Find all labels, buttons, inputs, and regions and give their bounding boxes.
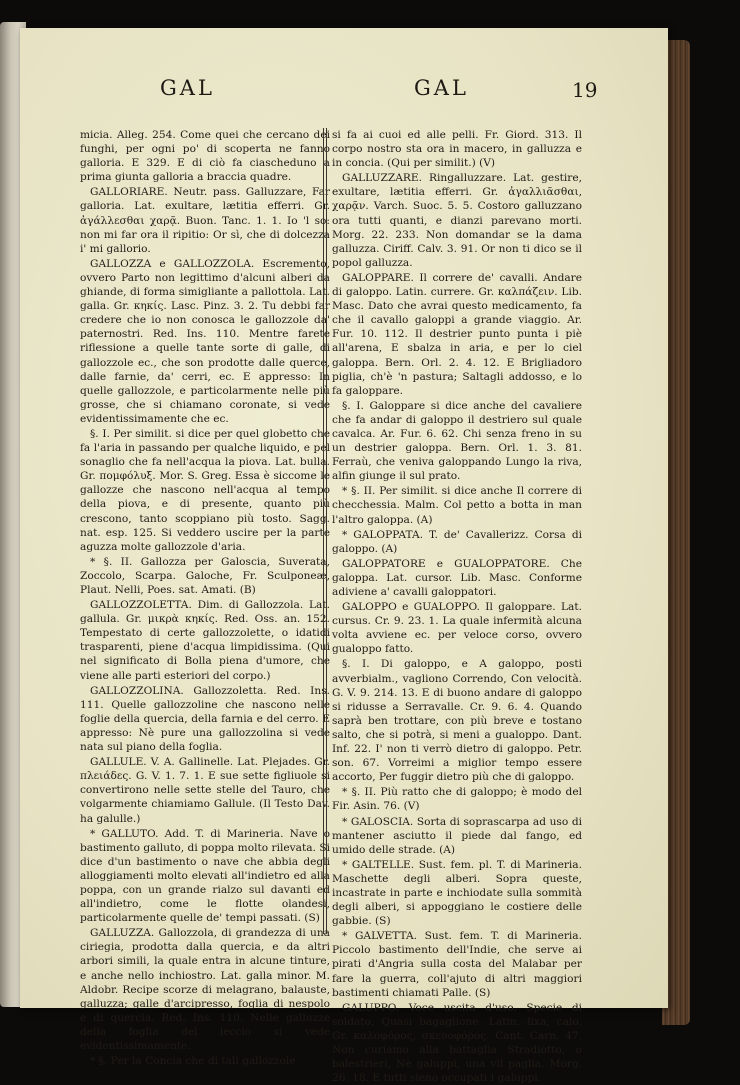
- entry-paragraph: * GALTELLE. Sust. fem. pl. T. di Marineria. Maschette degli alberi. Sopra queste, incastrate in parte e inchiodate sulla sommità degli alberi, si appoggiano le costiere delle gabbie. (S): [332, 858, 582, 928]
- entry-paragraph: GALOPPATORE e GUALOPPATORE. Che galoppa. Lat. cursor. Lib. Masc. Conforme adiviene a' cavalli galoppatori.: [332, 557, 582, 598]
- entry-paragraph: * GALOSCIA. Sorta di soprascarpa ad uso di mantener asciutto il piede dal fango, ed umido delle strade. (A): [332, 815, 582, 856]
- entry-paragraph: GALLUZZARE. Ringalluzzare. Lat. gestire, exultare, lætitia efferri. Gr. ἀγαλλιᾶσθαι, χαρᾷν. Varch. Suoc. 5. 5. Costoro galluzzano ora tutti quanti, e dianzi parevano morti. Morg. 22. 233. Non domandar se la dama galluzza. Ciriff. Calv. 3. 91. Or non ti dico se il popol galluzza.: [332, 172, 582, 269]
- entry-paragraph: * §. Per la Concia che di tali gallozzole: [90, 1055, 296, 1068]
- text-column-right: [332, 128, 582, 1085]
- running-header: [72, 76, 598, 116]
- column-divider: [323, 128, 327, 934]
- entry-paragraph: micia. Alleg. 254. Come quei che cercano dei funghi, per ogni po' di scoperta ne fanno galloria. E 329. E di ciò fa ciascheduno a prima giunta galloria a braccia quadre.: [80, 129, 330, 184]
- entry-paragraph: §. I. Per similit. si dice per quel globetto che fa l'aria in passando per qualche liquido, e pel sonaglio che fa nell'acqua la piova. Lat. bulla. Gr. πομφόλυξ. Mor. S. Greg. Essa è siccome le gallozze che nascono nell'acqua al tempo della piova, e di presente, quanto più crescono, tanto scoppiano più tosto. Sagg. nat. esp. 125. Si veddero uscire per la parte aguzza molte gallozzole d'aria.: [80, 427, 330, 553]
- entry-paragraph: * GALVETTA. Sust. fem. T. di Marineria. Piccolo bastimento dell'Indie, che serve ai pirati d'Angria sulla costa del Malabar per fare la guerra, coll'ajuto di altri maggiori bastimenti chiamati Palle. (S): [332, 930, 582, 999]
- entry-paragraph: §. I. Di galoppo, e A galoppo, posti avverbialm., vagliono Correndo, Con velocità. G. V. 9. 214. 13. E di buono andare di galoppo si ridusse a Serravalle. Cr. 9. 6. 4. Quando saprà ben trottare, con più breve e tostano salto, che si potrà, si meni a gualoppo. Dant. Inf. 22. I' non ti verrò dietro di galoppo. Petr. son. 67. Vorreimi a miglior tempo essere accorto, Per fuggir dietro più che di galoppo.: [332, 658, 582, 784]
- entry-paragraph: * §. II. Più ratto che di galoppo; è modo del Fir. Asin. 76. (V): [332, 786, 582, 813]
- entry-paragraph: GALLOZZOLINA. Gallozzoletta. Red. Ins. 111. Quelle gallozzoline che nascono nelle foglie della quercia, della farnia e del cerro. E appresso: Nè pure una gallozzolina si vede nata sul piano della foglia.: [80, 684, 330, 754]
- entry-paragraph: GALLOZZOLETTA. Dim. di Gallozzola. Lat. gallula. Gr. μικρὰ κηκίς. Red. Oss. an. 152. Tempestato di certe gallozzolette, o idatidi trasparenti, piene d'acqua limpidissima. (Qui nel significato di Bolla piena d'umore, che viene alle parti esteriori del corpo.): [80, 599, 330, 682]
- entry-paragraph: * GALLUTO. Add. T. di Marineria. Nave o bastimento galluto, di poppa molto rilevata. Si dice d'un bastimento o nave che abbia degli alloggiamenti molto elevati all'indietro ed alla poppa, con un grande rialzo sul davanti ed all'indietro, come le flotte olandesi, particolarmente quelle de' tempi passati. (S): [80, 827, 330, 925]
- header-word-right: GAL: [414, 76, 469, 100]
- entry-paragraph: GALUPPO. Voce uscita d'uso. Specie di soldato, Quasi bagaglione. Latin. lixa, calo. Gr. καλοφόρος, σκευοφόρος. Cant. Carn. 47. Non curiamo alla battaglia Stradiotto, o balestrieri, Nè galuppi, una vil paglia. Morg. 26. 18. E tutti sieno occupati i galuppi.: [332, 1001, 582, 1085]
- entry-paragraph: GALOPPARE. Il correre de' cavalli. Andare di galoppo. Latin. currere. Gr. καλπάζειν. Lib. Masc. Dato che avrai questo medicamento, fa che il cavallo galoppi a grande viaggio. Ar. Fur. 10. 112. Il destrier punto punta i piè all'arena, E sbalza in aria, e per lo ciel galoppa. Bern. Orl. 2. 4. 12. E Brigliadoro piglia, ch'è 'n pastura; Saltagli addosso, e lo fa galoppare.: [332, 271, 582, 397]
- entry-paragraph: * §. II. Per similit. si dice anche Il correre di checchessia. Malm. Col petto a botta in man l'altro galoppa. (A): [332, 485, 582, 526]
- page-number: 19: [572, 78, 598, 102]
- entry-paragraph: GALLOZZA e GALLOZZOLA. Escremento, ovvero Parto non legittimo d'alcuni alberi da ghiande, di forma simigliante a pallottola. Lat. galla. Gr. κηκίς. Lasc. Pinz. 3. 2. Tu debbi far credere che io non conosca le gallozzole da' paternostri. Red. Ins. 110. Mentre farete riflessione a quelle tante sorte di galle, di gallozzole ec., che son prodotte dalle querce, dalle farnie, da' cerri, ec. E appresso: In quelle gallozzole, e particolarmente nelle più grosse, che si chiamano coronate, si vede evidentissimamente che ec.: [80, 257, 330, 425]
- entry-paragraph: GALLUZZA. Gallozzola, di grandezza di una ciriegia, prodotta dalla quercia, e da altri arbori simili, la quale entra in alcune tinture, e anche nello inchiostro. Lat. galla minor. M. Aldobr. Recipe scorze di melagrano, balauste, galluzza; galle d'arcipresso, foglia di nespolo e di quercia. Red. Ins. 110. Nelle galluzze della foglia del leccio si vede evidentissimamente.: [80, 927, 330, 1052]
- entry-paragraph: si fa ai cuoi ed alle pelli. Fr. Giord. 313. Il corpo nostro sta ora in macero, in galluzza e in concia. (Qui per similit.) (V): [332, 129, 582, 170]
- text-column-left: [80, 128, 330, 1068]
- entry-paragraph: GALLORIARE. Neutr. pass. Galluzzare, Far galloria. Lat. exultare, lætitia efferri. Gr. ἀγάλλεσθαι χαρᾷ. Buon. Tanc. 1. 1. Io 'l so: non mi far ora il ripitio: Or sì, che di dolcezza i' mi gallorio.: [80, 186, 330, 255]
- entry-paragraph: §. I. Galoppare si dice anche del cavaliere che fa andar di galoppo il destriero sul quale cavalca. Ar. Fur. 6. 62. Chi senza freno in su un destrier galoppa. Bern. Orl. 1. 3. 81. Ferraù, che veniva galoppando Lungo la riva, alfin giunge il sul prato.: [332, 399, 582, 483]
- entry-paragraph: * §. II. Gallozza per Galoscia, Suverata, Zoccolo, Scarpa. Galoche, Fr. Sculponeæ, Plaut. Nelli, Poes. sat. Amati. (B): [80, 555, 330, 596]
- entry-paragraph: * GALOPPATA. T. de' Cavallerizz. Corsa di galoppo. (A): [332, 528, 582, 555]
- header-word-left: GAL: [160, 76, 215, 100]
- entry-paragraph: GALOPPO e GUALOPPO. Il galoppare. Lat. cursus. Cr. 9. 23. 1. La quale infermità alcuna volta avviene ec. per veloce corso, ovvero gualoppo fatto.: [332, 601, 582, 656]
- entry-paragraph: GALLULE. V. A. Gallinelle. Lat. Plejades. Gr. πλειάδες. G. V. 1. 7. 1. E sue sette figliuole si convertirono nelle sette stelle del Tauro, che volgarmente chiamiamo Gallule. (Il Testo Dav. ha galulle.): [80, 756, 330, 825]
- book-page: [20, 28, 668, 1085]
